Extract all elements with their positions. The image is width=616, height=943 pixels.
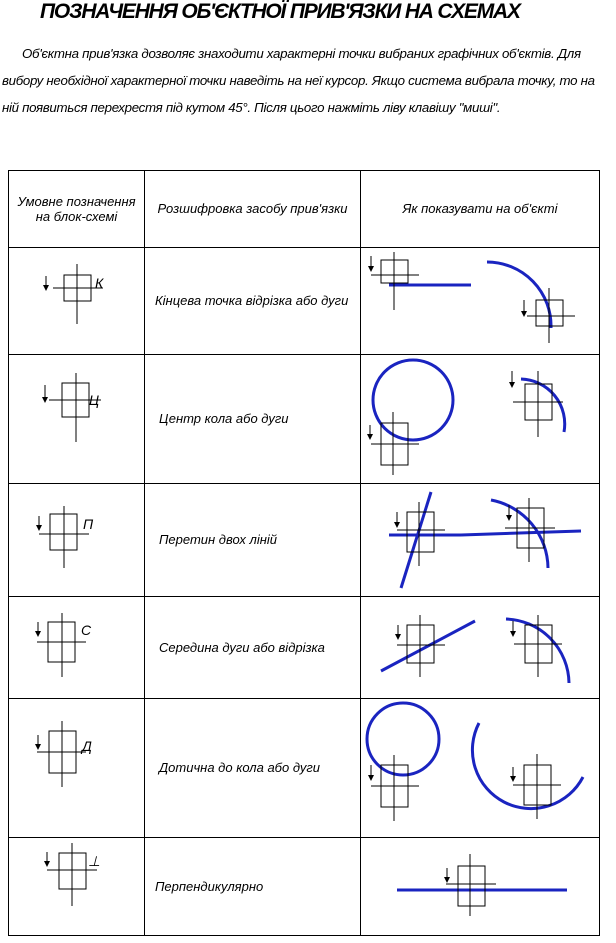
table-row xyxy=(9,248,600,355)
snap-symbol-endpoint-icon xyxy=(9,248,144,355)
intro-paragraph xyxy=(2,40,602,121)
symbol-letter: П xyxy=(83,516,94,532)
description-cell: Перпендикулярно xyxy=(145,838,361,936)
endpoint-example-icon xyxy=(361,248,602,355)
page-title: ПОЗНАЧЕННЯ ОБ'ЄКТНОЇ ПРИВ'ЯЗКИ НА СХЕМАХ xyxy=(40,0,520,23)
header-row xyxy=(9,171,600,248)
intersection-example-icon xyxy=(361,484,602,597)
snap-symbol-perpendicular-icon xyxy=(9,838,144,936)
table-row xyxy=(9,597,600,699)
example-cell xyxy=(361,838,600,936)
symbol-cell xyxy=(9,699,145,838)
example-cell xyxy=(361,484,600,597)
symbol-cell xyxy=(9,838,145,936)
example-cell xyxy=(361,699,600,838)
header-description: Розшифровка засобу прив'язки xyxy=(145,171,361,248)
symbol-cell xyxy=(9,248,145,355)
example-cell xyxy=(361,355,600,484)
symbol-letter: ⊥ xyxy=(88,853,101,869)
symbol-letter: Ц xyxy=(89,392,100,408)
table-row xyxy=(9,838,600,936)
table-row xyxy=(9,484,600,597)
symbol-letter: Д xyxy=(82,738,92,754)
description-cell: Перетин двох ліній xyxy=(145,484,361,597)
symbol-cell xyxy=(9,355,145,484)
header-symbol: Умовне позначення на блок-схемі xyxy=(9,171,145,248)
tangent-example-icon xyxy=(361,699,602,838)
table-row xyxy=(9,355,600,484)
description-cell: Центр кола або дуги xyxy=(145,355,361,484)
description-cell: Середина дуги або відрізка xyxy=(145,597,361,699)
symbol-cell xyxy=(9,597,145,699)
snap-symbol-center-icon xyxy=(9,355,144,484)
symbol-letter: К xyxy=(95,275,104,291)
snap-table xyxy=(8,170,600,936)
perpendicular-example-icon xyxy=(361,838,602,936)
symbol-letter: С xyxy=(81,622,92,638)
example-cell xyxy=(361,597,600,699)
snap-symbol-midpoint-icon xyxy=(9,597,144,699)
description-cell: Кінцева точка відрізка або дуги xyxy=(145,248,361,355)
snap-symbol-tangent-icon xyxy=(9,699,144,838)
center-example-icon xyxy=(361,355,602,484)
intro-text: Об'єктна прив'язка дозволяє знаходити характерні точки вибраних графічних об'єктів. Для вибору необхідної характерної точки наведіть на неї курсор. Якщо система вибрала точку, то на ній появиться перехрестя під кутом 45°. Після цього нажміть ліву клавішу "миші". xyxy=(2,46,595,115)
snap-symbol-intersection-icon xyxy=(9,484,144,597)
table-row xyxy=(9,699,600,838)
description-cell: Дотична до кола або дуги xyxy=(145,699,361,838)
example-cell xyxy=(361,248,600,355)
midpoint-example-icon xyxy=(361,597,602,699)
header-howto: Як показувати на об'єкті xyxy=(361,171,600,248)
symbol-cell xyxy=(9,484,145,597)
